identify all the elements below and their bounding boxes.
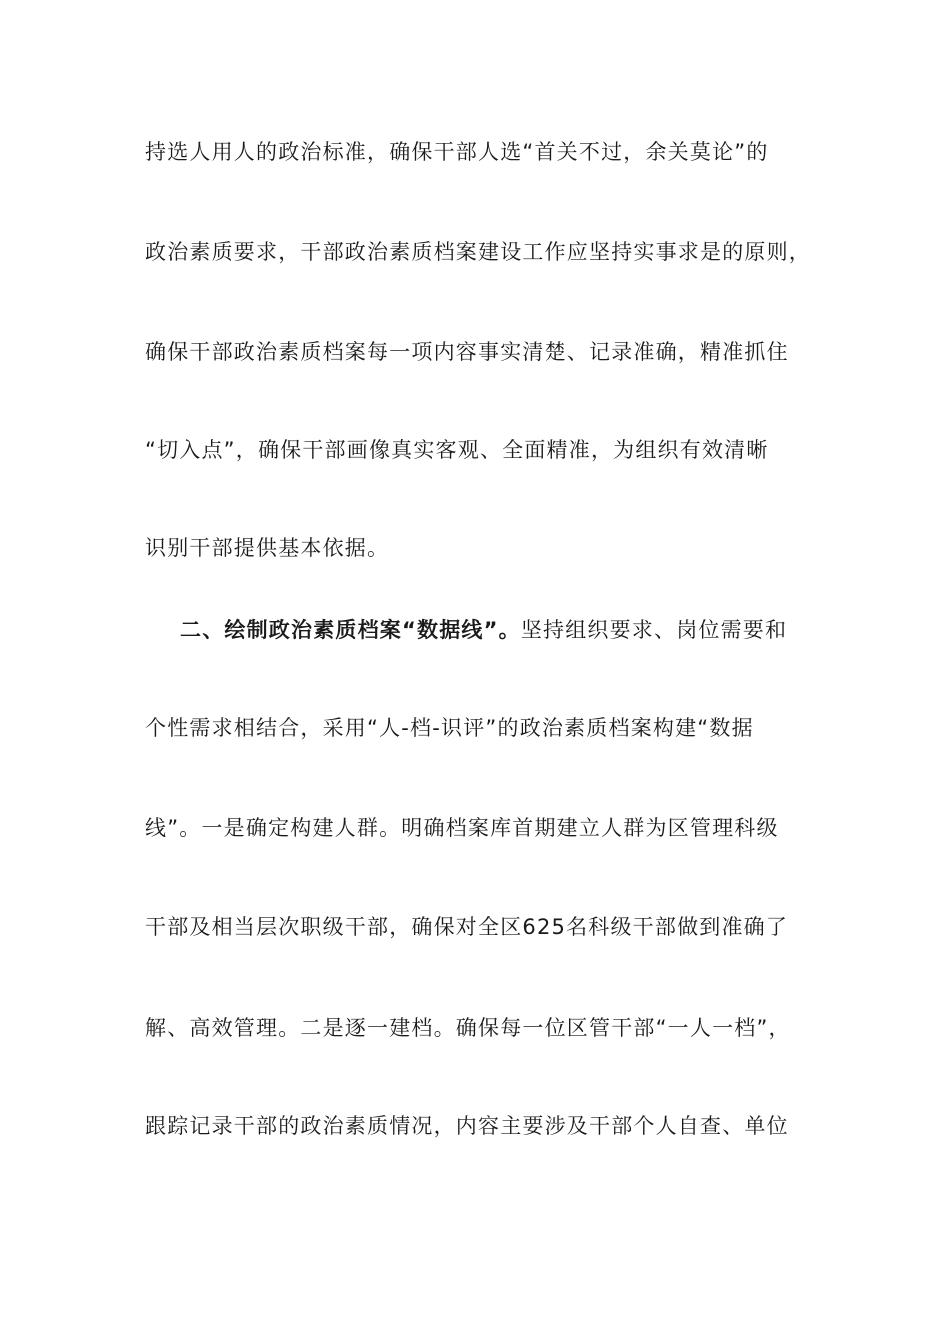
body-text-line: “切入点”，确保干部画像真实客观、全面精准，为组织有效清晰 bbox=[145, 438, 769, 462]
body-text-line: 确保干部政治素质档案每一项内容事实清楚、记录准确，精准抓住 bbox=[145, 340, 789, 364]
body-text-line: 政治素质要求，干部政治素质档案建设工作应坚持实事求是的原则， bbox=[145, 240, 811, 264]
section-heading: 二、绘制政治素质档案“数据线”。 bbox=[180, 618, 521, 642]
body-text-line: 个性需求相结合，采用“人-档-识评”的政治素质档案构建“数据 bbox=[145, 716, 754, 740]
section-heading-line bbox=[180, 610, 860, 650]
body-text-line: 干部及相当层次职级干部，确保对全区625名科级干部做到准确了 bbox=[145, 915, 789, 939]
body-text-line: 解、高效管理。二是逐一建档。确保每一位区管干部“一人一档”， bbox=[145, 1016, 791, 1040]
section-heading-text: 坚持组织要求、岗位需要和 bbox=[520, 618, 788, 642]
body-text-line: 持选人用人的政治标准，确保干部人选“首关不过，余关莫论”的 bbox=[145, 140, 769, 164]
body-text-line: 线”。一是确定构建人群。明确档案库首期建立人群为区管理科级 bbox=[145, 816, 779, 840]
body-text-line: 识别干部提供基本依据。 bbox=[145, 536, 390, 560]
body-text-line: 跟踪记录干部的政治素质情况，内容主要涉及干部个人自查、单位 bbox=[145, 1114, 789, 1138]
